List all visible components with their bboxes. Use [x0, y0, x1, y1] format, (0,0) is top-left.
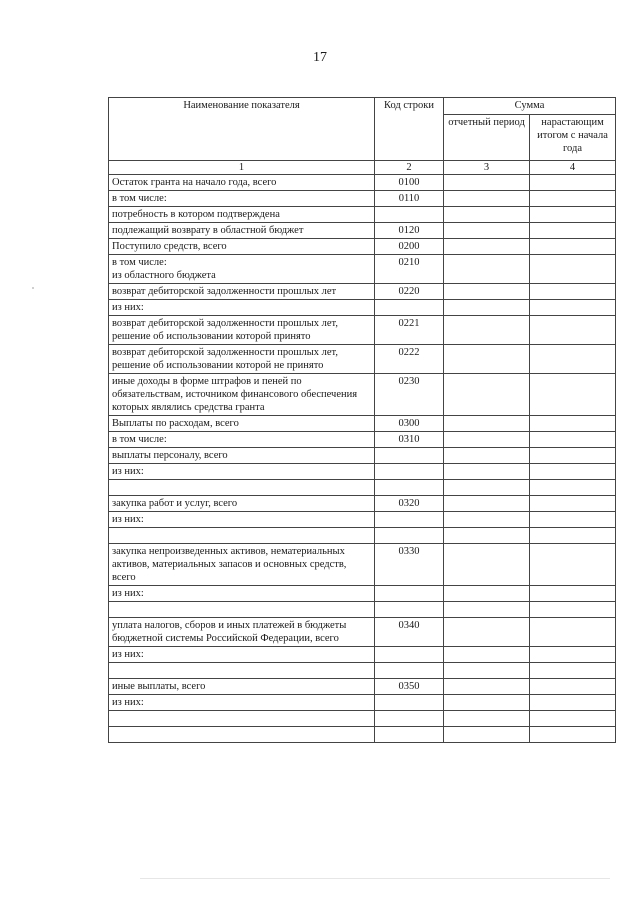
row-cumulative-value-cell	[530, 618, 616, 647]
row-period-value-cell	[444, 175, 530, 191]
row-name-cell: закупка работ и услуг, всего	[109, 496, 375, 512]
row-cumulative-value-cell	[530, 679, 616, 695]
row-name-cell: подлежащий возврату в областной бюджет	[109, 223, 375, 239]
row-code-cell	[375, 528, 444, 544]
row-code-cell	[375, 300, 444, 316]
row-cumulative-value-cell	[530, 374, 616, 416]
table-row	[109, 464, 616, 480]
header-cumulative: нарастающим итогом с начала года	[530, 114, 616, 160]
table-row	[109, 618, 616, 647]
row-code-cell	[375, 727, 444, 743]
scan-artifact-line	[140, 878, 610, 879]
row-name-cell	[109, 602, 375, 618]
table-row	[109, 727, 616, 743]
table-row	[109, 448, 616, 464]
header-row	[109, 98, 616, 115]
row-code-cell: 0330	[375, 544, 444, 586]
row-code-cell	[375, 663, 444, 679]
row-code-cell: 0220	[375, 284, 444, 300]
row-name-cell: Поступило средств, всего	[109, 239, 375, 255]
table-row	[109, 512, 616, 528]
row-period-value-cell	[444, 663, 530, 679]
row-cumulative-value-cell	[530, 207, 616, 223]
row-name-cell: в том числе:	[109, 432, 375, 448]
table-row	[109, 255, 616, 284]
row-period-value-cell	[444, 284, 530, 300]
row-code-cell: 0340	[375, 618, 444, 647]
row-cumulative-value-cell	[530, 255, 616, 284]
row-name-cell: возврат дебиторской задолженности прошлых лет, решение об использовании которой не принято	[109, 345, 375, 374]
row-name-cell: выплаты персоналу, всего	[109, 448, 375, 464]
row-code-cell: 0222	[375, 345, 444, 374]
table-row	[109, 432, 616, 448]
row-name-cell	[109, 480, 375, 496]
index-cell-3: 3	[444, 161, 530, 175]
report-table	[108, 97, 616, 743]
row-name-cell: потребность в котором подтверждена	[109, 207, 375, 223]
row-cumulative-value-cell	[530, 284, 616, 300]
row-name-cell: иные доходы в форме штрафов и пеней по обязательствам, источником финансового обеспечения которых являлись средства гранта	[109, 374, 375, 416]
table-row	[109, 284, 616, 300]
row-name-cell: уплата налогов, сборов и иных платежей в бюджеты бюджетной системы Российской Федерации, всего	[109, 618, 375, 647]
index-cell-2: 2	[375, 161, 444, 175]
row-period-value-cell	[444, 223, 530, 239]
row-code-cell	[375, 647, 444, 663]
row-name-cell: возврат дебиторской задолженности прошлых лет	[109, 284, 375, 300]
table-row	[109, 316, 616, 345]
row-period-value-cell	[444, 448, 530, 464]
row-cumulative-value-cell	[530, 239, 616, 255]
row-name-cell	[109, 663, 375, 679]
row-name-cell: из них:	[109, 586, 375, 602]
row-period-value-cell	[444, 647, 530, 663]
table-row	[109, 647, 616, 663]
row-code-cell: 0100	[375, 175, 444, 191]
row-name-cell: Выплаты по расходам, всего	[109, 416, 375, 432]
row-period-value-cell	[444, 711, 530, 727]
row-cumulative-value-cell	[530, 480, 616, 496]
row-period-value-cell	[444, 480, 530, 496]
row-name-cell	[109, 711, 375, 727]
row-cumulative-value-cell	[530, 528, 616, 544]
row-code-cell	[375, 586, 444, 602]
row-period-value-cell	[444, 345, 530, 374]
row-period-value-cell	[444, 300, 530, 316]
row-code-cell	[375, 448, 444, 464]
row-period-value-cell	[444, 207, 530, 223]
index-cell-4: 4	[530, 161, 616, 175]
table-row	[109, 544, 616, 586]
table-row	[109, 207, 616, 223]
row-cumulative-value-cell	[530, 544, 616, 586]
row-period-value-cell	[444, 416, 530, 432]
row-cumulative-value-cell	[530, 727, 616, 743]
row-cumulative-value-cell	[530, 496, 616, 512]
table-row	[109, 175, 616, 191]
row-code-cell	[375, 480, 444, 496]
row-code-cell: 0300	[375, 416, 444, 432]
row-code-cell	[375, 711, 444, 727]
row-cumulative-value-cell	[530, 647, 616, 663]
row-cumulative-value-cell	[530, 191, 616, 207]
row-period-value-cell	[444, 432, 530, 448]
table-row	[109, 416, 616, 432]
table-row	[109, 300, 616, 316]
row-cumulative-value-cell	[530, 711, 616, 727]
row-code-cell: 0120	[375, 223, 444, 239]
row-cumulative-value-cell	[530, 416, 616, 432]
table-row	[109, 496, 616, 512]
table-row	[109, 223, 616, 239]
header-reporting-period: отчетный период	[444, 114, 530, 160]
row-code-cell	[375, 602, 444, 618]
row-cumulative-value-cell	[530, 448, 616, 464]
row-cumulative-value-cell	[530, 223, 616, 239]
row-cumulative-value-cell	[530, 512, 616, 528]
row-period-value-cell	[444, 239, 530, 255]
row-period-value-cell	[444, 374, 530, 416]
row-period-value-cell	[444, 528, 530, 544]
row-name-cell: из них:	[109, 300, 375, 316]
row-period-value-cell	[444, 727, 530, 743]
row-name-cell: из них:	[109, 695, 375, 711]
row-name-cell	[109, 727, 375, 743]
table-row	[109, 695, 616, 711]
row-period-value-cell	[444, 602, 530, 618]
row-cumulative-value-cell	[530, 300, 616, 316]
row-cumulative-value-cell	[530, 316, 616, 345]
row-code-cell	[375, 695, 444, 711]
row-code-cell: 0230	[375, 374, 444, 416]
table-row	[109, 602, 616, 618]
row-code-cell: 0221	[375, 316, 444, 345]
row-cumulative-value-cell	[530, 464, 616, 480]
row-period-value-cell	[444, 679, 530, 695]
row-name-cell: из них:	[109, 464, 375, 480]
row-cumulative-value-cell	[530, 586, 616, 602]
row-name-cell: возврат дебиторской задолженности прошлых лет, решение об использовании которой принято	[109, 316, 375, 345]
row-cumulative-value-cell	[530, 602, 616, 618]
row-code-cell: 0200	[375, 239, 444, 255]
row-name-cell: закупка непроизведенных активов, нематериальных активов, материальных запасов и основных средств, всего	[109, 544, 375, 586]
header-sum: Сумма	[444, 98, 616, 115]
row-cumulative-value-cell	[530, 175, 616, 191]
scan-artifact	[32, 287, 34, 289]
table-row	[109, 663, 616, 679]
table-row	[109, 374, 616, 416]
row-period-value-cell	[444, 618, 530, 647]
row-period-value-cell	[444, 464, 530, 480]
row-period-value-cell	[444, 316, 530, 345]
table-row	[109, 586, 616, 602]
row-code-cell: 0320	[375, 496, 444, 512]
row-name-cell: из них:	[109, 647, 375, 663]
header-line-code: Код строки	[375, 98, 444, 161]
table-row	[109, 711, 616, 727]
row-cumulative-value-cell	[530, 695, 616, 711]
row-code-cell	[375, 207, 444, 223]
row-cumulative-value-cell	[530, 432, 616, 448]
row-period-value-cell	[444, 191, 530, 207]
row-name-cell: иные выплаты, всего	[109, 679, 375, 695]
row-period-value-cell	[444, 255, 530, 284]
table-row	[109, 191, 616, 207]
table-row	[109, 239, 616, 255]
page-number: 17	[313, 50, 327, 65]
row-period-value-cell	[444, 695, 530, 711]
table-row	[109, 480, 616, 496]
index-cell-1: 1	[109, 161, 375, 175]
row-name-cell: в том числе:	[109, 191, 375, 207]
row-period-value-cell	[444, 512, 530, 528]
index-row	[109, 161, 616, 175]
row-code-cell: 0110	[375, 191, 444, 207]
row-name-cell	[109, 528, 375, 544]
row-name-cell: Остаток гранта на начало года, всего	[109, 175, 375, 191]
row-code-cell	[375, 512, 444, 528]
row-period-value-cell	[444, 544, 530, 586]
row-name-cell: в том числе: из областного бюджета	[109, 255, 375, 284]
row-cumulative-value-cell	[530, 663, 616, 679]
table-row	[109, 345, 616, 374]
table-row	[109, 528, 616, 544]
row-code-cell: 0350	[375, 679, 444, 695]
header-indicator-name: Наименование показателя	[109, 98, 375, 161]
row-cumulative-value-cell	[530, 345, 616, 374]
row-period-value-cell	[444, 586, 530, 602]
row-code-cell: 0310	[375, 432, 444, 448]
row-code-cell	[375, 464, 444, 480]
table-row	[109, 679, 616, 695]
row-name-cell: из них:	[109, 512, 375, 528]
row-code-cell: 0210	[375, 255, 444, 284]
row-period-value-cell	[444, 496, 530, 512]
